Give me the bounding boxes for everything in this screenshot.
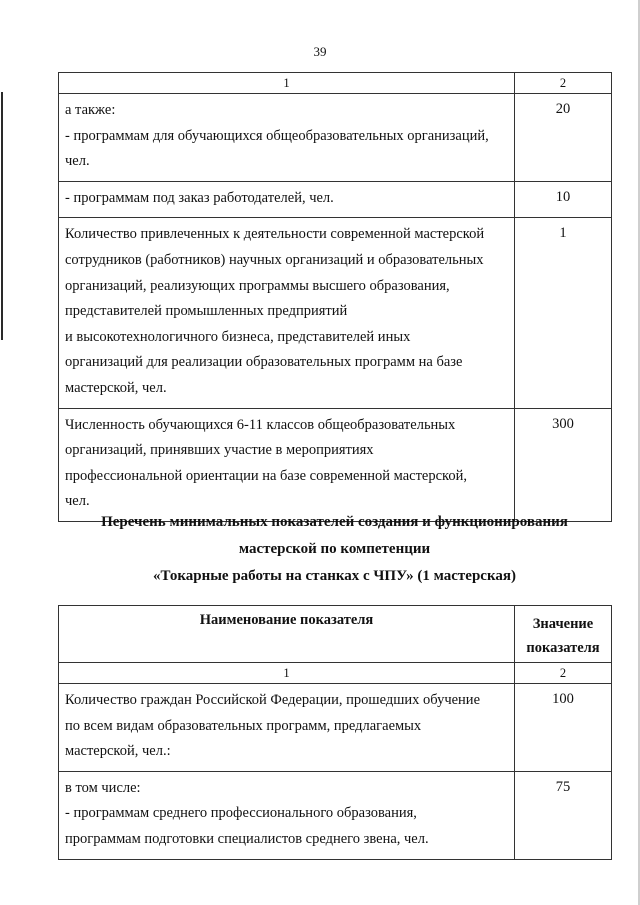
indicator-name [59, 218, 515, 408]
indicator-value: 10 [515, 181, 612, 218]
indicator-line: и высокотехнологичного бизнеса, представителей иных [65, 328, 411, 345]
section-heading-line-2: мастерской по компетенции [238, 541, 431, 557]
table-row [59, 181, 612, 218]
indicator-line: чел. [65, 493, 90, 510]
indicator-line: - программам среднего профессионального образования, [65, 805, 417, 822]
indicator-line: Численность обучающихся 6-11 классов общеобразовательных [65, 416, 456, 433]
indicator-line: организаций для реализации образовательных программ на базе [65, 354, 463, 371]
indicator-value: 100 [515, 684, 612, 772]
table-row [59, 684, 612, 772]
indicator-value: 75 [515, 771, 612, 859]
indicator-line: по всем видам образовательных программ, предлагаемых [65, 717, 422, 734]
scan-edge-mark [1, 92, 3, 340]
column-number-row [59, 663, 612, 684]
indicators-table-continued [58, 72, 612, 522]
indicator-value: 20 [515, 94, 612, 182]
indicator-line: сотрудников (работников) научных организаций и образовательных [65, 251, 484, 268]
indicator-line: мастерской, чел. [65, 379, 167, 396]
column-number: 1 [59, 663, 515, 684]
column-number: 1 [59, 73, 515, 94]
indicator-line: организаций, реализующих программы высшего образования, [65, 277, 450, 294]
indicator-line: Количество граждан Российской Федерации, прошедших обучение [65, 692, 481, 708]
indicator-line: представителей промышленных предприятий [65, 303, 348, 320]
table-row [59, 771, 612, 859]
table-row [59, 218, 612, 408]
indicator-value: 300 [515, 408, 612, 521]
indicator-line: Количество привлеченных к деятельности современной мастерской [65, 226, 485, 243]
indicators-table-cnc-turning [58, 605, 612, 860]
page-number: 39 [313, 44, 327, 59]
table-row [59, 94, 612, 182]
column-header-line: Значение [532, 616, 594, 632]
indicator-line: мастерской, чел.: [65, 743, 171, 760]
column-number: 2 [515, 663, 612, 684]
column-number-row [59, 73, 612, 94]
indicator-line: программам подготовки специалистов среднего звена, чел. [65, 830, 429, 847]
section-heading-line-1: Перечень минимальных показателей создания и функционирования [101, 514, 568, 530]
column-header-indicator-value [515, 606, 612, 663]
indicator-name [59, 181, 515, 218]
column-header-row [59, 606, 612, 663]
column-header-line: показателя [526, 640, 600, 656]
indicator-line: организаций, принявших участие в мероприятиях [65, 442, 374, 459]
indicator-name [59, 771, 515, 859]
indicator-line: чел. [65, 153, 90, 170]
indicator-name [59, 94, 515, 182]
section-heading-line-3: «Токарные работы на станках с ЧПУ» (1 мастерская) [152, 568, 516, 584]
indicator-line: профессиональной ориентации на базе современной мастерской, [65, 467, 467, 484]
table-row [59, 408, 612, 521]
indicator-name [59, 408, 515, 521]
indicator-line: - программам под заказ работодателей, чел. [65, 189, 334, 206]
column-number: 2 [515, 73, 612, 94]
column-header-indicator-name: Наименование показателя [59, 606, 515, 663]
indicator-name [59, 684, 515, 772]
indicator-line: а также: [65, 102, 116, 118]
indicator-value: 1 [515, 218, 612, 408]
indicator-line: - программам для обучающихся общеобразовательных организаций, [65, 127, 489, 144]
indicator-line: в том числе: [65, 779, 141, 796]
